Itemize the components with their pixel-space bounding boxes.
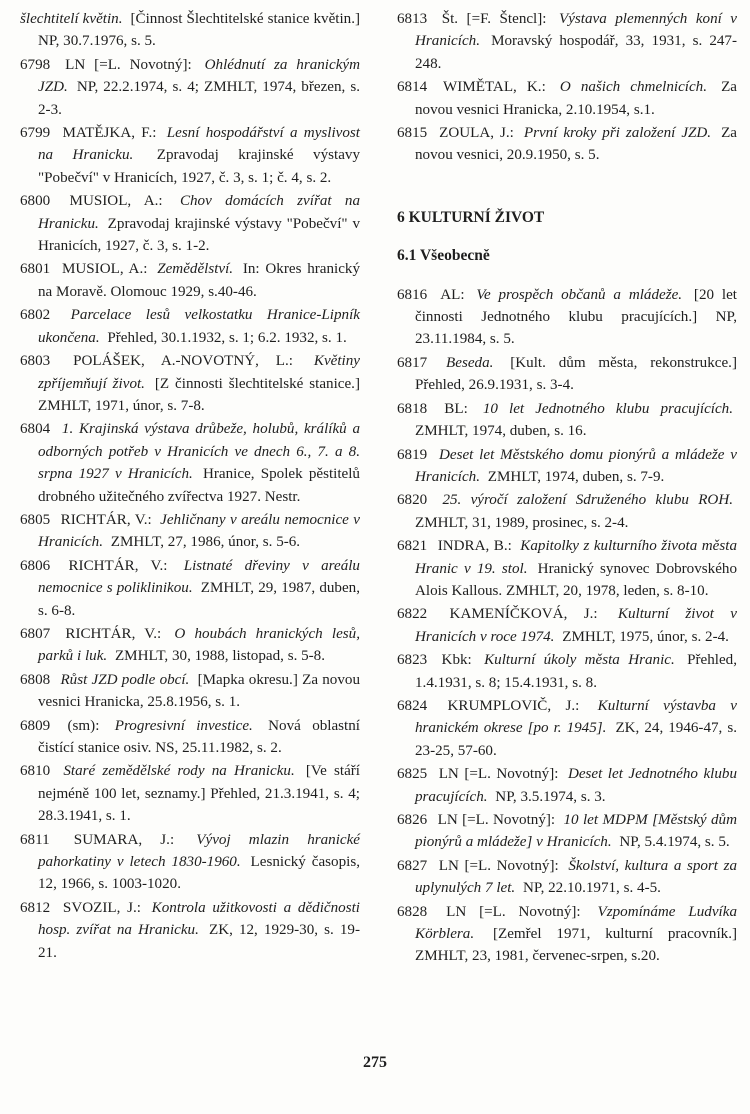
entry-title: Vývoj mlazin hranické pahorkatiny v letech 1830-1960. [38, 831, 361, 871]
entry-details: ZMHLT, 1974, duben, s. 7-9. [487, 468, 665, 485]
entry-number: 6799 [20, 125, 51, 142]
bibliography-entry [397, 444, 737, 489]
entry-details: Přehled, 30.1.1932, s. 1; 6.2. 1932, s. 1. [107, 329, 347, 346]
entry-number: 6815 [397, 125, 428, 142]
page-number: 275 [363, 1054, 387, 1071]
entry-number: 6819 [397, 446, 428, 463]
entry-details: [Z činnosti šlechtitelské stanice.] ZMHLT, 1971, únor, s. 7-8. [38, 375, 360, 414]
entry-title: Kulturní život v Hranicích v roce 1974. [415, 606, 737, 645]
entry-author: POLÁŠEK, A.-NOVOTNÝ, L.: [73, 353, 293, 370]
entry-title: Školství, kultura a sport za uplynulých 7 let. [415, 857, 738, 897]
entry-number: 6826 [397, 812, 428, 828]
entry-number: 6810 [20, 763, 51, 780]
entry-number: 6808 [20, 671, 51, 688]
entry-author: KRUMPLOVIČ, J.: [447, 697, 580, 714]
entry-title: O našich chmelnicích. [559, 79, 707, 96]
entry-details: ZK, 12, 1929-30, s. 19-21. [38, 922, 360, 961]
entry-number: 6811 [20, 831, 50, 848]
entry-author: MATĚJKA, F.: [62, 125, 157, 142]
entry-number: 6805 [20, 511, 51, 528]
entry-details: NP, 5.4.1974, s. 5. [619, 834, 730, 851]
bibliography-entry [20, 8, 360, 53]
bibliography-entry [20, 122, 360, 189]
section-heading: 6 KULTURNÍ ŽIVOT [397, 208, 545, 226]
entry-title: První kroky při založení JZD. [523, 125, 712, 142]
bibliography-entry [397, 901, 737, 968]
bibliography-entry [397, 8, 737, 75]
bibliography-entry [20, 509, 360, 554]
entry-details: ZK, 24, 1946-47, s. 23-25, 57-60. [415, 720, 737, 759]
bibliography-entry [20, 190, 360, 257]
bibliography-entry [397, 649, 737, 694]
entry-title: 10 let Jednotného klubu pracujících. [482, 400, 733, 417]
entry-number: 6801 [20, 261, 51, 278]
entry-details: In: Okres hranický na Moravě. Olomouc 1929, s.40-46. [38, 261, 361, 300]
entry-number: 6809 [20, 717, 51, 734]
entry-details: ZMHLT, 29, 1987, duben, s. 6-8. [38, 580, 361, 619]
bibliography-entry [20, 760, 360, 827]
entry-number: 6813 [397, 11, 428, 27]
entry-number: 6825 [397, 766, 428, 783]
entry-details: NP, 3.5.1974, s. 3. [495, 788, 606, 805]
entry-author: LN [=L. Novotný]: [446, 903, 581, 920]
entry-title: Parcelace lesů velkostatku Hranice-Lipník ukončena. [38, 307, 360, 346]
entry-details: [Činnost Šlechtitelské stanice květin.] NP, 30.7.1976, s. 5. [38, 11, 360, 50]
bibliography-entry [397, 763, 737, 808]
entry-number: 6821 [397, 538, 428, 555]
entry-title: Staré zemědělské rody na Hranicku. [63, 763, 295, 780]
entry-number: 6824 [397, 697, 428, 714]
bibliography-entry [397, 122, 737, 167]
entry-author: BL: [444, 400, 468, 417]
entry-number: 6807 [20, 625, 51, 642]
entry-author: Kbk: [441, 652, 472, 669]
entry-title: 10 let MDPM [Městský dům pionýrů a mládeže] v Hranicích. [415, 812, 738, 851]
bibliography-entry [397, 695, 737, 762]
entry-title: Vzpomínáme Ludvíka Körblera. [415, 903, 737, 943]
entry-details: [Mapka okresu.] Za novou vesnici Hranicka, 25.8.1956, s. 1. [38, 671, 360, 711]
bibliography-entry [20, 623, 360, 668]
entry-title: Květiny zpříjemňují život. [38, 353, 360, 392]
entry-author: INDRA, B.: [437, 538, 512, 555]
bibliography-entry [20, 829, 360, 896]
entry-number: 6820 [397, 492, 428, 509]
bibliography-entry [20, 258, 360, 303]
entry-number: 6818 [397, 400, 428, 417]
entry-author: LN [=L. Novotný]: [438, 766, 559, 783]
bibliography-entry [397, 855, 737, 900]
entry-details: Za novou vesnici Hranicka, 2.10.1954, s.1. [415, 79, 737, 118]
right-column [397, 8, 737, 969]
entry-title: Progresivní investice. [114, 717, 253, 734]
entry-author: LN [=L. Novotný]: [437, 812, 556, 828]
entry-title: O houbách hranických lesů, parků i luk. [38, 625, 360, 665]
bibliography-entry [20, 715, 360, 760]
entry-number: 6814 [397, 79, 428, 96]
entry-number: 6802 [20, 307, 51, 324]
bibliography-entry [20, 669, 360, 714]
entry-author: WIMĚTAL, K.: [443, 79, 546, 96]
entry-author: LN [=L. Novotný]: [65, 56, 192, 73]
entry-title: Beseda. [446, 354, 494, 371]
bibliography-entry [20, 350, 360, 417]
bibliography-entry [397, 76, 737, 121]
entry-author: RICHTÁR, V.: [60, 511, 152, 528]
subsection-heading: 6.1 Všeobecně [397, 247, 490, 265]
entry-number: 6827 [397, 857, 428, 874]
entry-details: ZMHLT, 1974, duben, s. 16. [415, 423, 587, 440]
entry-author: SVOZIL, J.: [62, 899, 141, 916]
entry-title: Kontrola užitkovosti a dědičnosti hosp. zvířat na Hranicku. [38, 899, 360, 939]
bibliography-entry [397, 603, 737, 648]
bibliography-entry [20, 54, 360, 121]
entry-details: Přehled, 1.4.1931, s. 8; 15.4.1931, s. 8. [415, 652, 737, 691]
entry-title: Ohlédnutí za hranickým JZD. [38, 56, 360, 96]
bibliography-entry [20, 555, 360, 622]
entry-title: Zemědělství. [157, 261, 234, 278]
entry-author: Št. [=F. Štencl]: [441, 11, 547, 27]
entry-details: NP, 22.10.1971, s. 4-5. [522, 880, 661, 897]
entry-title: Kulturní výstavba v hranickém okrese [po r. 1945]. [415, 697, 737, 737]
entry-details: Zpravodaj krajinské výstavy "Pobečví" v Hranicích, 1927, č. 3, s. 1-2. [38, 215, 360, 255]
entry-author: MUSIOL, A.: [69, 193, 163, 210]
entry-title: Deset let Jednotného klubu pracujících. [415, 766, 738, 805]
entry-title: Kulturní úkoly města Hranic. [484, 652, 675, 669]
entry-title: Růst JZD podle obcí. [60, 671, 190, 688]
entry-title: Výstava plemenných koní v Hranicích. [415, 11, 737, 50]
entry-author: SUMARA, J.: [73, 831, 175, 848]
entry-details: NP, 22.2.1974, s. 4; ZMHLT, 1974, březen, s. 2-3. [38, 79, 360, 118]
bibliography-entry [397, 284, 737, 351]
bibliography-entry [397, 398, 737, 443]
entry-author: KAMENÍČKOVÁ, J.: [449, 606, 598, 623]
bibliography-entry [397, 489, 737, 534]
entry-details: Zpravodaj krajinské výstavy "Pobečví" v Hranicích, 1927, č. 3, s. 1; č. 4, s. 2. [38, 147, 360, 186]
entry-details: Moravský hospodář, 33, 1931, s. 247-248. [415, 33, 737, 72]
bibliography-entry [397, 352, 737, 397]
entry-number: 6812 [20, 899, 51, 916]
entry-title: Deset let Městského domu pionýrů a mládeže v Hranicích. [415, 446, 737, 485]
entry-title: Jehličnany v areálu nemocnice v Hranicích. [38, 511, 360, 551]
entry-title: 25. výročí založení Sdruženého klubu ROH. [442, 492, 733, 509]
bibliography-entry [20, 304, 360, 349]
bibliography-entry [397, 809, 737, 854]
bibliography-entry [20, 418, 360, 508]
entry-author: MUSIOL, A.: [61, 261, 148, 278]
entry-title: Ve prospěch občanů a mládeže. [476, 286, 683, 303]
entry-details: ZMHLT, 1975, únor, s. 2-4. [562, 628, 729, 645]
entry-details: Za novou vesnici, 20.9.1950, s. 5. [415, 125, 737, 164]
entry-details: Nová oblastní čistící stanice osiv. NS, 25.11.1982, s. 2. [38, 717, 360, 756]
entry-details: [Zemřel 1971, kulturní pracovník.] ZMHLT, 23, 1981, červenec-srpen, s.20. [415, 926, 737, 965]
right-entries-top [397, 8, 737, 167]
entry-title: Kapitolky z kulturního života města Hranic v 19. stol. [415, 538, 737, 577]
entry-number: 6817 [397, 354, 428, 371]
entry-author: RICHTÁR, V.: [65, 625, 162, 642]
entry-title: šlechtitelí květin. [20, 11, 123, 27]
right-entries-bottom [397, 284, 737, 968]
bibliography-entry [20, 897, 360, 964]
entry-number: 6803 [20, 353, 51, 370]
entry-number: 6800 [20, 193, 51, 210]
entry-number: 6823 [397, 652, 428, 669]
entry-number: 6816 [397, 286, 428, 303]
entry-author: RICHTÁR, V.: [68, 557, 168, 574]
entry-details: ZMHLT, 30, 1988, listopad, s. 5-8. [114, 648, 326, 665]
entry-details: Hranice, Spolek pěstitelů drobného užitečného zvířectva 1927. Nestr. [38, 466, 360, 505]
entry-number: 6822 [397, 606, 428, 623]
left-column [20, 8, 360, 965]
entry-title: Listnaté dřeviny v areálu nemocnice s poliklinikou. [38, 557, 360, 597]
entry-author: ZOULA, J.: [439, 125, 514, 142]
bibliography-entry [397, 535, 737, 602]
entry-details: [Kult. dům města, rekonstrukce.] Přehled, 26.9.1931, s. 3-4. [415, 354, 737, 394]
entry-details: ZMHLT, 31, 1989, prosinec, s. 2-4. [415, 514, 629, 531]
entry-author: (sm): [67, 717, 100, 734]
entry-title: Lesní hospodářství a myslivost na Hranicku. [38, 125, 360, 164]
entry-details: Lesnický časopis, 12, 1966, s. 1003-1020. [38, 854, 360, 893]
entry-title: Chov domácích zvířat na Hranicku. [38, 193, 360, 232]
entry-title: 1. Krajinská výstava drůbeže, holubů, králíků a odborných potřeb v Hranicích ve dnech 6., 7. a 8. srpna 1927 v Hranicích. [38, 421, 360, 483]
entry-details: [20 let činnosti Jednotného klubu pracujících.] NP, 23.11.1984, s. 5. [415, 286, 737, 348]
entry-number: 6806 [20, 557, 51, 574]
entry-details: [Ve stáří nejméně 100 let, seznamy.] Přehled, 21.3.1941, s. 4; 28.3.1941, s. 1. [38, 763, 361, 825]
entry-number: 6804 [20, 421, 51, 438]
entry-details: ZMHLT, 27, 1986, únor, s. 5-6. [110, 534, 301, 551]
entry-number: 6798 [20, 56, 51, 73]
entry-author: LN [=L. Novotný]: [438, 857, 559, 874]
entry-author: AL: [440, 286, 465, 303]
entry-details: Hranický synovec Dobrovského Alois Kallous. ZMHLT, 20, 1978, leden, s. 8-10. [415, 560, 737, 599]
entry-number: 6828 [397, 903, 428, 920]
